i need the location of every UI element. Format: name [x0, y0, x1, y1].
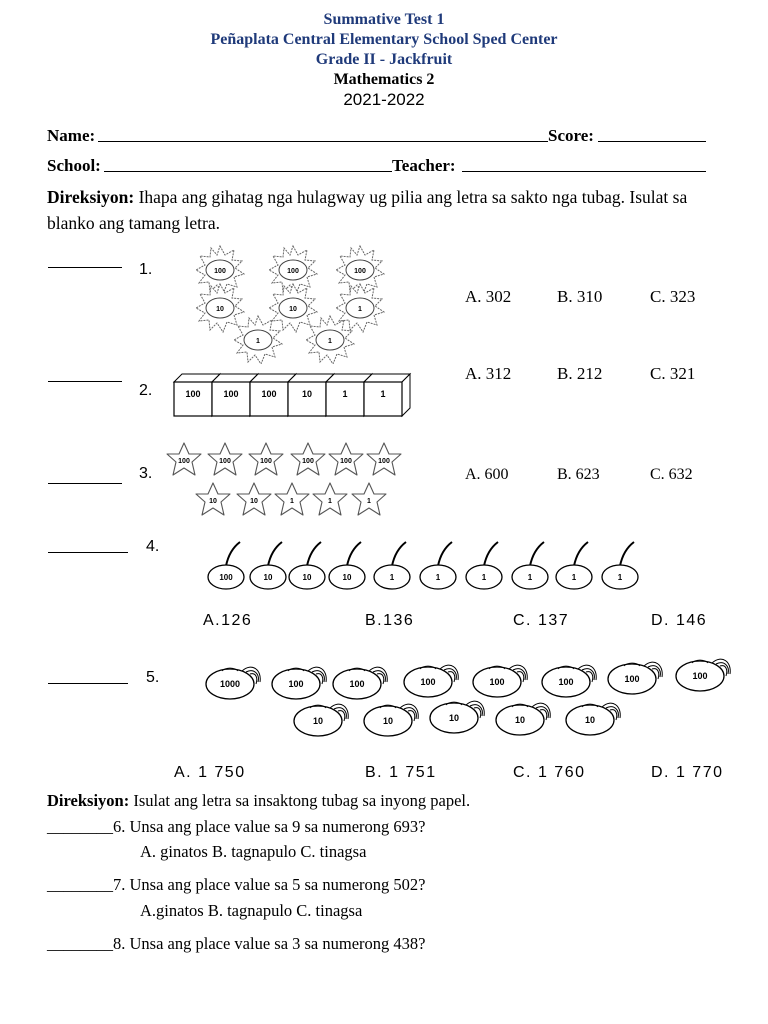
school-name: Peñaplata Central Elementary School Sped Center	[210, 31, 558, 48]
fruit-icon	[466, 542, 502, 589]
orange-icon	[496, 703, 550, 735]
block-value: 10	[301, 389, 313, 399]
fruit-icon	[512, 542, 548, 589]
item-5-choice-a[interactable]: A. 1 750	[174, 764, 246, 781]
block-value: 100	[223, 389, 239, 399]
sun-value: 100	[214, 268, 226, 275]
item-2-choice-c[interactable]: C. 321	[650, 364, 696, 383]
test-title: Summative Test 1	[323, 11, 445, 28]
item-5-oranges-picture	[200, 654, 755, 746]
block-value: 1	[342, 389, 348, 399]
fruit-icon	[250, 542, 286, 589]
star-value: 1	[367, 498, 371, 505]
sun-value: 100	[287, 268, 299, 275]
item-4-choice-a[interactable]: A.126	[203, 612, 253, 629]
star-icon	[367, 443, 401, 475]
item-3-stars-picture	[162, 440, 412, 525]
item-1-choice-c[interactable]: C. 323	[650, 287, 696, 306]
orange-value: 100	[558, 677, 574, 687]
item-3-choice-b[interactable]: B. 623	[557, 466, 600, 483]
fruit-value: 10	[302, 573, 312, 582]
fruit-icon	[208, 542, 244, 589]
sun-value: 10	[216, 306, 224, 313]
subject: Mathematics 2	[333, 71, 435, 88]
item-number-1: 1.	[139, 261, 153, 278]
orange-icon	[473, 665, 527, 697]
direction-2-label: Direksiyon:	[47, 791, 130, 810]
block-value: 100	[261, 389, 277, 399]
sun-value: 100	[354, 268, 366, 275]
item-number-3: 3.	[139, 465, 153, 482]
score-label: Score:	[548, 126, 594, 145]
direction-2-text: Isulat ang letra sa insaktong tubag sa inyong papel.	[129, 791, 471, 810]
star-icon	[291, 443, 325, 475]
item-4-choice-b[interactable]: B.136	[365, 612, 415, 629]
fruit-value: 1	[527, 573, 533, 582]
question-6-choices: A. ginatos B. tagnapulo C. tinagsa	[140, 842, 367, 861]
fruit-icon	[556, 542, 592, 589]
orange-icon	[608, 662, 662, 694]
question-7-choices: A.ginatos B. tagnapulo C. tinagsa	[140, 901, 363, 920]
star-value: 10	[250, 498, 258, 505]
item-number-5: 5.	[146, 669, 160, 686]
block-value: 100	[185, 389, 201, 399]
orange-value: 100	[349, 679, 365, 689]
name-field[interactable]	[98, 141, 548, 142]
fruit-icon	[374, 542, 410, 589]
score-field[interactable]	[598, 141, 706, 142]
item-5-choice-b[interactable]: B. 1 751	[365, 764, 437, 781]
star-icon	[275, 483, 309, 515]
orange-icon	[542, 665, 596, 697]
sun-value: 1	[358, 306, 362, 313]
orange-icon	[404, 665, 458, 697]
answer-blank-7[interactable]: ________	[47, 875, 113, 894]
fruit-value: 1	[617, 573, 623, 582]
star-value: 100	[302, 458, 314, 465]
star-value: 100	[178, 458, 190, 465]
item-4-fruits-picture	[200, 536, 650, 594]
orange-value: 100	[624, 674, 640, 684]
star-icon	[313, 483, 347, 515]
sun-value: 1	[328, 338, 332, 345]
fruit-value: 1	[481, 573, 487, 582]
fruit-value: 10	[263, 573, 273, 582]
orange-value: 10	[382, 716, 394, 726]
direction-2	[47, 791, 470, 811]
fruit-value: 100	[219, 573, 233, 582]
star-icon	[196, 483, 230, 515]
star-icon	[329, 443, 363, 475]
star-icon	[167, 443, 201, 475]
star-value: 100	[260, 458, 272, 465]
grade-section: Grade II - Jackfruit	[315, 51, 453, 68]
school-label: School:	[47, 156, 101, 175]
answer-blank-4[interactable]	[48, 552, 128, 553]
item-1-choice-a[interactable]: A. 302	[465, 287, 512, 306]
orange-icon	[272, 667, 326, 699]
orange-icon	[676, 659, 730, 691]
school-field[interactable]	[104, 171, 392, 172]
orange-icon	[566, 703, 620, 735]
sun-icon	[234, 316, 282, 364]
fruit-value: 1	[435, 573, 441, 582]
question-7-text: 7. Unsa ang place value sa 5 sa numerong 502?	[113, 875, 426, 894]
star-value: 10	[209, 498, 217, 505]
item-4-choice-d[interactable]: D. 146	[651, 612, 708, 629]
fruit-icon	[329, 542, 365, 589]
fruit-value: 1	[571, 573, 577, 582]
orange-value: 100	[420, 677, 436, 687]
orange-value: 100	[489, 677, 505, 687]
orange-value: 100	[692, 671, 708, 681]
star-value: 100	[340, 458, 352, 465]
orange-icon	[206, 667, 260, 699]
orange-value: 10	[312, 716, 324, 726]
star-icon	[352, 483, 386, 515]
orange-value: 1000	[219, 679, 241, 689]
item-number-4: 4.	[146, 538, 160, 555]
star-icon	[249, 443, 283, 475]
orange-icon	[430, 701, 484, 733]
teacher-label: Teacher:	[392, 156, 456, 175]
orange-icon	[364, 704, 418, 736]
orange-value: 10	[514, 715, 526, 725]
sun-icon	[269, 284, 317, 332]
star-value: 1	[290, 498, 294, 505]
question-7	[47, 875, 426, 895]
star-icon	[208, 443, 242, 475]
orange-value: 10	[584, 715, 596, 725]
question-6	[47, 817, 426, 837]
fruit-value: 1	[389, 573, 395, 582]
fruit-icon	[289, 542, 325, 589]
answer-blank-3[interactable]	[48, 483, 122, 484]
answer-blank-5[interactable]	[48, 683, 128, 684]
sun-icon	[306, 316, 354, 364]
answer-blank-1[interactable]	[48, 267, 122, 268]
item-2-blocks-picture	[172, 372, 422, 418]
item-1-choice-b[interactable]: B. 310	[557, 287, 603, 306]
item-number-2: 2.	[139, 382, 153, 399]
item-2-choice-b[interactable]: B. 212	[557, 364, 603, 383]
orange-value: 100	[288, 679, 304, 689]
fruit-icon	[420, 542, 456, 589]
item-2-choice-a[interactable]: A. 312	[465, 364, 512, 383]
star-icon	[237, 483, 271, 515]
item-3-choice-c[interactable]: C. 632	[650, 466, 693, 483]
answer-blank-6[interactable]: ________	[47, 817, 113, 836]
question-8	[47, 934, 426, 954]
fruit-value: 10	[342, 573, 352, 582]
school-year: 2021-2022	[343, 90, 425, 109]
direction-1-text: Ihapa ang gihatag nga hulagway ug pilia ang letra sa sakto nga tubag. Isulat sa blanko ang tamang letra.	[47, 187, 688, 233]
answer-blank-8[interactable]: ________	[47, 934, 113, 953]
item-4-choice-c[interactable]: C. 137	[513, 612, 570, 629]
block-icon	[364, 374, 410, 416]
question-6-text: 6. Unsa ang place value sa 9 sa numerong 693?	[113, 817, 426, 836]
orange-icon	[333, 667, 387, 699]
star-value: 100	[219, 458, 231, 465]
sun-icon	[196, 284, 244, 332]
star-value: 1	[328, 498, 332, 505]
question-8-text: 8. Unsa ang place value sa 3 sa numerong 438?	[113, 934, 426, 953]
orange-icon	[294, 704, 348, 736]
orange-value: 10	[448, 713, 460, 723]
sun-value: 1	[256, 338, 260, 345]
item-3-choice-a[interactable]: A. 600	[465, 466, 509, 483]
item-1-suns-picture	[180, 244, 395, 364]
fruit-icon	[602, 542, 638, 589]
star-value: 100	[378, 458, 390, 465]
item-5-choice-d[interactable]: D. 1 770	[651, 764, 724, 781]
answer-blank-2[interactable]	[48, 381, 122, 382]
direction-1-label: Direksiyon:	[47, 187, 135, 207]
teacher-field[interactable]	[462, 171, 706, 172]
name-label: Name:	[47, 126, 96, 145]
sun-value: 10	[289, 306, 297, 313]
direction-1	[47, 184, 727, 236]
block-value: 1	[380, 389, 386, 399]
item-5-choice-c[interactable]: C. 1 760	[513, 764, 586, 781]
